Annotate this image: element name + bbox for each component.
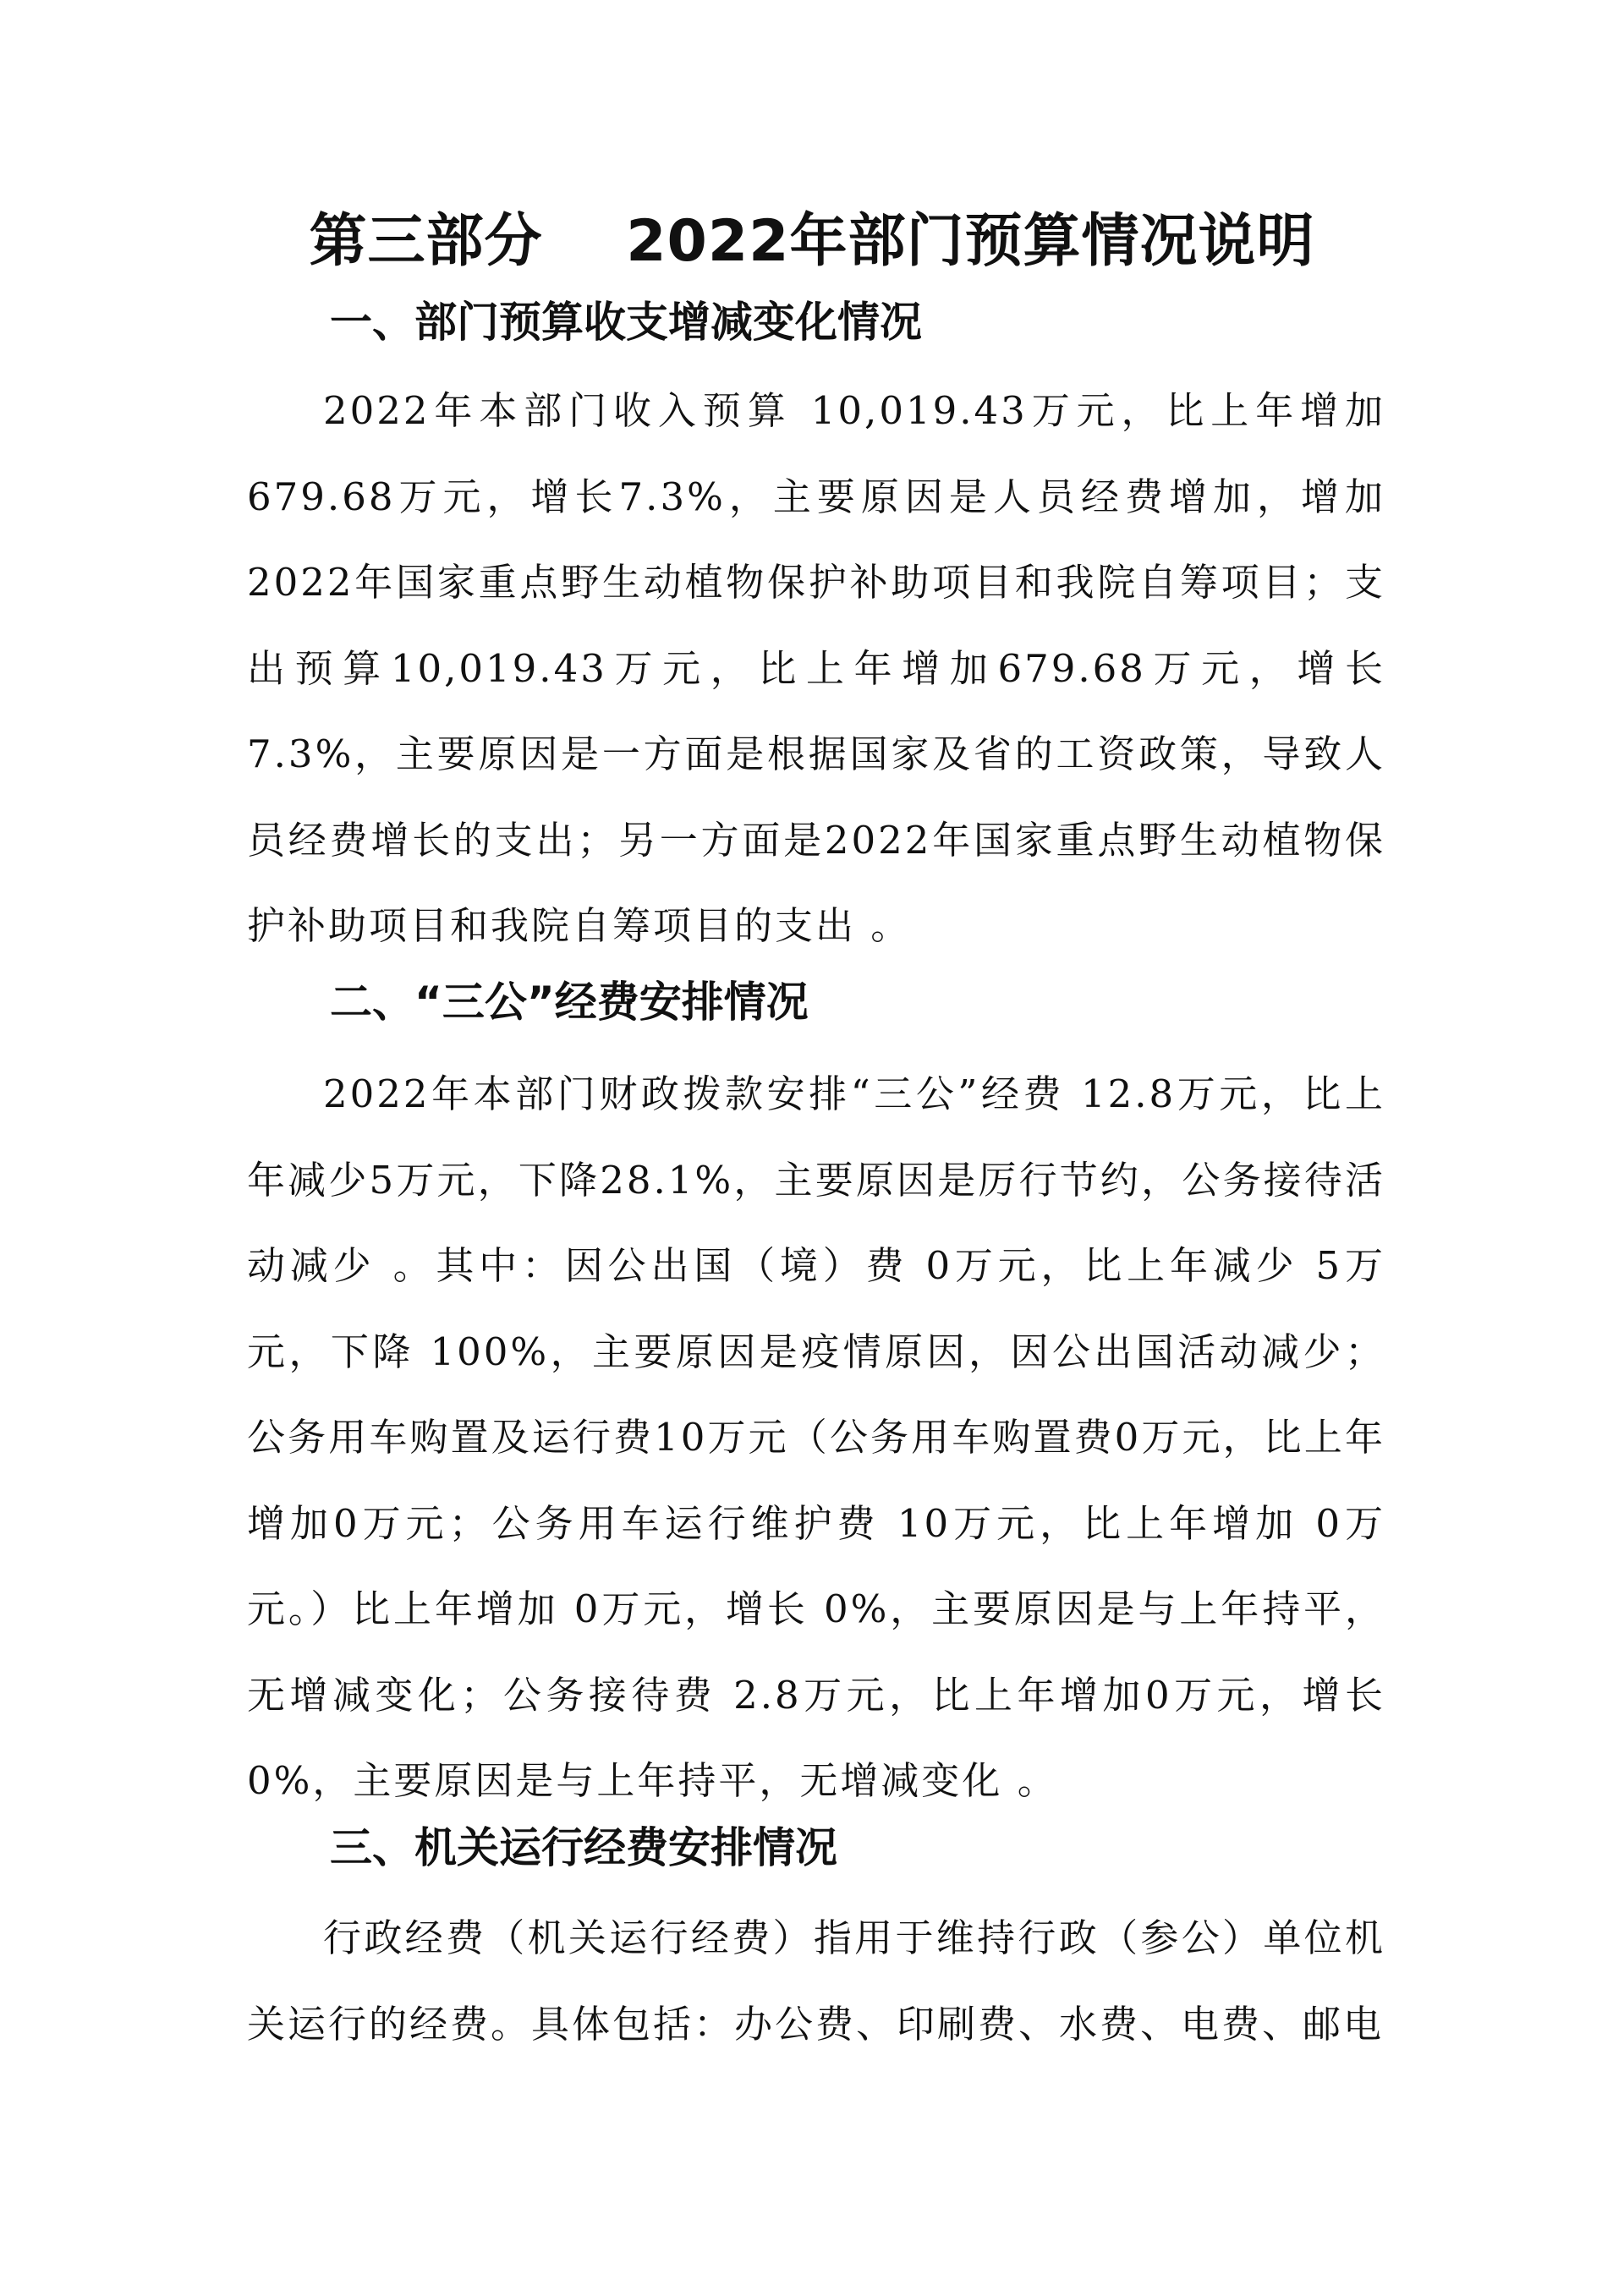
section-heading-three-public-expenses: 二、“三公”经费安排情况 [330,978,809,1027]
paragraph-budget-change: 2022年本部门收入预算 10,019.43万元，比上年增加679.68万元，增长7.3%，主要原因是人员经费增加，增加2022年国家重点野生动植物保护补助项目和我院自筹项目；支出预算10,019.43万元，比上年增加679.68万元，增长7.3%，主要原因是一方面是根据国家及省的工资政策，导致人员经费增长的支出；另一方面是2022年国家重点野生动植物保护补助项目和我院自筹项目的支出 。 [247,388,1385,948]
paragraph-office-operating-expenses: 行政经费（机关运行经费）指用于维持行政（参公）单位机关运行的经费。具体包括：办公费、印刷费、水费、电费、邮电 [247,1915,1385,2047]
section-heading-budget-change: 一、部门预算收支增减变化情况 [330,298,922,347]
page-title: 第三部分 2022年部门预算情况说明 [309,208,1315,275]
paragraph-three-public-expenses: 2022年本部门财政拨款安排“三公”经费 12.8万元，比上年减少5万元，下降28.1%，主要原因是厉行节约，公务接待活动减少 。其中：因公出国（境）费 0万元，比上年减少 5万元，下降 100%，主要原因是疫情原因，因公出国活动减少；公务用车购置及运行费10万元（公务用车购置费0万元，比上年增加0万元；公务用车运行维护费 10万元，比上年增加 0万元。）比上年增加 0万元，增长 0%，主要原因是与上年持平，无增减变化；公务接待费 2.8万元，比上年增加0万元，增长0%，主要原因是与上年持平，无增减变化 。 [247,1071,1385,1803]
section-heading-office-operating-expenses: 三、机关运行经费安排情况 [330,1823,837,1872]
